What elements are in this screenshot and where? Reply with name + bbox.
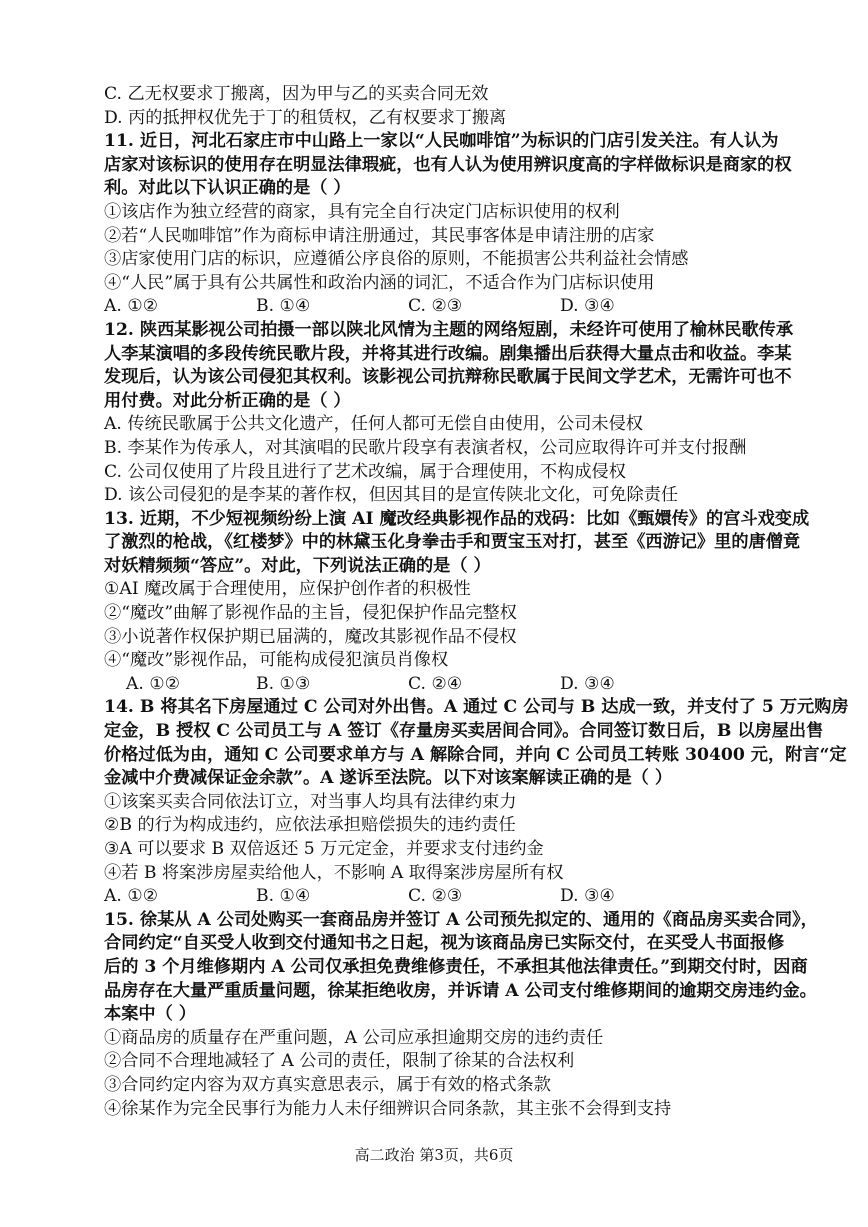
question-15-item-1: ①商品房的质量存在严重问题，A 公司应承担逾期交房的违约责任 [104, 1027, 604, 1048]
question-14-options [104, 885, 828, 909]
question-12-stem-4: 用付费。对此分析正确的是（ ） [104, 390, 351, 411]
question-14 [104, 696, 849, 908]
question-11-stem-3: 利。对此以下认识正确的是（ ） [104, 178, 351, 199]
question-13-stem-1: 13. 近期，不少短视频纷纷上演 AI 魔改经典影视作品的戏码：比如《甄嬛传》的宫斗戏变成 [104, 508, 810, 529]
prev-option-c: C. 乙无权要求丁搬离，因为甲与乙的买卖合同无效 [104, 84, 489, 104]
question-11-stem-1: 11. 近日，河北石家庄市中山路上一家以“人民咖啡馆”为标识的门店引发关注。有人认为 [104, 131, 779, 152]
question-13 [104, 508, 828, 697]
page-footer: 高二政治 第3页，共6页 [354, 1146, 514, 1164]
question-11-item-3: ③店家使用门店的标识，应遵循公序良俗的原则，不能损害公共利益社会情感 [104, 249, 689, 270]
question-12-choice-a: A. 传统民歌属于公共文化遗产，任何人都可无偿自由使用，公司未侵权 [104, 414, 643, 435]
question-15-item-2: ②合同不合理地减轻了 A 公司的责任，限制了徐某的合法权利 [104, 1051, 575, 1072]
question-13-option-c: C. ②④ [408, 673, 463, 694]
question-13-stem-3: 对妖精频频“答应”。对此，下列说法正确的是（ ） [104, 555, 491, 576]
question-12-stem-1: 12. 陕西某影视公司拍摄一部以陕北风情为主题的网络短剧，未经许可使用了榆林民歌传承 [104, 319, 794, 340]
question-15-item-4: ④徐某作为完全民事行为能力人未仔细辨识合同条款，其主张不会得到支持 [104, 1098, 672, 1119]
question-15 [104, 909, 828, 1121]
question-14-stem-4: 金减中介费减保证金余款”。A 遂诉至法院。以下对该案解读正确的是（ ） [104, 768, 673, 789]
question-11-item-1: ①该店作为独立经营的商家，具有完全自行决定门店标识使用的权利 [104, 201, 620, 222]
question-11-item-2: ②若“人民咖啡馆”作为商标申请注册通过，其民事客体是申请注册的店家 [104, 225, 655, 246]
question-13-options [104, 673, 828, 697]
question-11-option-c: C. ②③ [408, 296, 463, 317]
question-15-stem-2: 合同约定“自买受人收到交付通知书之日起，视为该商品房已实际交付，在买受人书面报修 [104, 933, 785, 954]
question-11-option-a: A. ①② [104, 296, 159, 317]
question-13-option-a: A. ①② [126, 673, 181, 694]
question-11-option-b: B. ①④ [256, 296, 311, 317]
question-14-item-1: ①该案买卖合同依法订立，对当事人均具有法律约束力 [104, 791, 517, 812]
question-14-option-b: B. ①④ [256, 886, 311, 907]
question-14-item-3: ③A 可以要求 B 双倍返还 5 万元定金，并要求支付违约金 [104, 839, 544, 859]
question-13-item-3: ③小说著作权保护期已届满的，魔改其影视作品不侵权 [104, 626, 517, 647]
question-14-stem-1: 14. B 将其名下房屋通过 C 公司对外出售。A 通过 C 公司与 B 达成一致，并支付了 5 万元购房 [104, 697, 849, 718]
question-11-option-d: D. ③④ [560, 296, 615, 317]
question-15-stem-4: 品房存在大量严重质量问题，徐某拒绝收房，并诉请 A 公司支付维修期间的逾期交房违约金。 [104, 980, 817, 1001]
question-11 [104, 130, 828, 319]
question-13-stem-2: 了激烈的枪战，《红楼梦》中的林黛玉化身拳击手和贾宝玉对打，甚至《西游记》里的唐僧竟 [104, 532, 801, 553]
question-15-stem-3: 后的 3 个月维修期内 A 公司仅承担免费维修责任，不承担其他法律责任。”到期交付时，因商 [104, 956, 808, 977]
question-14-item-4: ④若 B 将案涉房屋卖给他人，不影响 A 取得案涉房屋所有权 [104, 862, 564, 883]
question-12 [104, 319, 828, 508]
question-11-stem-2: 店家对该标识的使用存在明显法律瑕疵，也有人认为使用辨识度高的字样做标识是商家的权 [104, 154, 792, 175]
question-12-stem-2: 人李某演唱的多段传统民歌片段，并将其进行改编。剧集播出后获得大量点击和收益。李某 [104, 343, 792, 364]
question-15-stem-1: 15. 徐某从 A 公司处购买一套商品房并签订 A 公司预先拟定的、通用的《商品房买卖合同》， [104, 909, 818, 930]
question-12-choice-b: B. 李某作为传承人，对其演唱的民歌片段享有表演者权，公司应取得许可并支付报酬 [104, 437, 747, 458]
question-14-option-c: C. ②③ [408, 886, 463, 907]
question-13-item-1: ①AI 魔改属于合理使用，应保护创作者的积极性 [104, 579, 471, 600]
question-14-stem-2: 定金，B 授权 C 公司员工与 A 签订《存量房买卖居间合同》。合同签订数日后，B 以房屋出售 [104, 721, 824, 742]
question-13-item-2: ②“魔改”曲解了影视作品的主旨，侵犯保护作品完整权 [104, 603, 517, 624]
question-15-item-3: ③合同约定内容为双方真实意思表示，属于有效的格式条款 [104, 1074, 551, 1095]
question-13-option-d: D. ③④ [560, 673, 615, 694]
question-12-stem-3: 发现后，认为该公司侵犯其权利。该影视公司抗辩称民歌属于民间文学艺术，无需许可也不 [104, 367, 792, 388]
question-14-option-d: D. ③④ [560, 886, 615, 907]
question-13-option-b: B. ①③ [256, 673, 311, 694]
prev-option-d: D. 丙的抵押权优先于丁的租赁权，乙有权要求丁搬离 [104, 107, 507, 128]
question-11-options [104, 295, 828, 319]
question-11-item-4: ④“人民”属于具有公共属性和政治内涵的词汇，不适合作为门店标识使用 [104, 272, 655, 293]
question-14-option-a: A. ①② [104, 886, 159, 907]
question-14-stem-3: 价格过低为由，通知 C 公司要求单方与 A 解除合同，并向 C 公司员工转账 30400 元，附言“定 [104, 744, 847, 765]
question-12-choice-c: C. 公司仅使用了片段且进行了艺术改编，属于合理使用，不构成侵权 [104, 461, 626, 482]
question-12-choice-d: D. 该公司侵犯的是李某的著作权，但因其目的是宣传陕北文化，可免除责任 [104, 485, 679, 506]
question-15-stem-5: 本案中（ ） [104, 1004, 196, 1025]
question-14-item-2: ②B 的行为构成违约，应依法承担赔偿损失的违约责任 [104, 815, 516, 836]
question-13-item-4: ④“魔改”影视作品，可能构成侵犯演员肖像权 [104, 650, 449, 671]
